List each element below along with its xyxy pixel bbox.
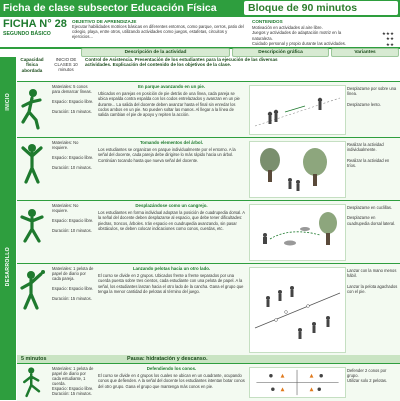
activity-title: Lanzando pelotas hacia un otro lado. (132, 266, 211, 271)
space: Espacio: Espacio libre. (52, 218, 94, 223)
activity-row (17, 81, 400, 138)
activity-text: Ubicados en parejas en posición de pie detrás de una línea, cada pareja se ubica espalda contra espalda con los codos entrelazados y avanzan en un pie durante... La salida del docente deben avanzar hasta el final sin enredar los codos ambos en un pie. No pueden soltar las manos. Al llegar a la línea de salida cambian el pie de apoyo y repiten la acción. (98, 91, 240, 118)
space: Espacio: Espacio libre. (52, 286, 94, 291)
rating-stars: ★★ (385, 36, 394, 42)
content-item: Cuidado personal y propio durante las actividades. (252, 41, 347, 47)
variant-item: Utilizar solo 2 pelotas. (347, 378, 388, 384)
column-header-description: Descripción de la actividad (81, 48, 230, 57)
activity-description (98, 266, 245, 294)
activity-description (98, 203, 245, 231)
activity-row (17, 137, 400, 201)
rating-stars: ★★ (385, 41, 394, 47)
variant-item: Desplazarse en cuclillas. (347, 205, 393, 210)
activity-meta (52, 203, 95, 233)
variant-item: Lanzar con la mano menos hábil. (347, 268, 397, 279)
contents (252, 19, 352, 47)
activity-meta (52, 140, 95, 170)
duration: Duración: 15 minutos. (52, 296, 92, 301)
activity-row (17, 200, 400, 264)
variants (347, 368, 399, 384)
running-figure-icon (17, 86, 47, 130)
objective-label: OBJETIVO DE APRENDIZAJE (72, 19, 137, 24)
phase-label-start: INICIO (5, 93, 11, 111)
grade-level: SEGUNDO BÁSICO (3, 31, 51, 37)
activity-illustration (249, 367, 346, 398)
activity-illustration (249, 85, 346, 135)
materials: Materiales: 5 conos para demarcar líneas. (52, 84, 92, 94)
sheet-title: Ficha de clase subsector Educación Física (3, 2, 217, 14)
activity-row (17, 363, 400, 401)
activity-illustration (249, 141, 346, 198)
activity-row (17, 263, 400, 356)
activity-description (98, 366, 245, 389)
recess-duration: 5 minutos (21, 356, 47, 362)
activity-title: Defendiendo los conos. (146, 366, 197, 371)
materials: Materiales: No requiere. (52, 140, 79, 150)
objective-text: Ejecutar habilidades motrices básicas en diferentes entornos, como parque, cerros, patio del colegio, playa, entre otros, utilizando actividades como juegos, estafetas, circuitos y ejercicios... (72, 24, 244, 39)
intro-text: Control de Asistencia. Presentación de los estudiantes para la ejecución de las diversas actividades. Explicación del contenido de los objetivos de la clase. (85, 57, 278, 68)
variant-item: Lanzar la pelota agachados con el pie. (347, 283, 398, 294)
materials: Materiales: No requiere. (52, 203, 79, 213)
activity-meta (52, 266, 95, 301)
activity-meta (52, 366, 95, 396)
variant-item: Realizar la actividad en tríos. (347, 157, 390, 168)
variants (347, 205, 399, 226)
capacity-header: Capacidad física abordada (20, 57, 44, 73)
kicking-figure-icon (17, 365, 47, 399)
throwing-figure-icon (17, 268, 47, 312)
column-header-graphic: Descripción gráfica (232, 48, 329, 57)
variant-item: Desplazarse lento. (347, 101, 381, 107)
activity-text: El curso se divide en 4 grupos los cuales se ubican en un cuadrante, ocupando conos que defienden. A la señal del docente los estudiantes intentan botar conos del otro grupo. Gana el grupo que mantenga más conos en pie. (98, 373, 245, 389)
activity-title: Desplazándose como un cangrejo. (135, 203, 208, 208)
activity-description (98, 140, 245, 163)
block-duration: Bloque de 90 minutos (244, 1, 398, 15)
sheet-header (0, 17, 400, 49)
phase-sidebar (0, 57, 16, 400)
ficha-number: FICHA N° 28 (3, 18, 67, 30)
phase-label-development: DESARROLLO (5, 247, 11, 287)
activity-text: El curso se divide en 2 grupos. Ubicados frente a frente separados por una cuerda puesta sobre tres cientos, cada estudiante con una pelota de papel. A la señal, los estudiantes lanzan hacia el otro lado de la cancha. Gana el grupo que tenga la menor cantidad de pelotas al término del juego. (98, 273, 244, 294)
variants (347, 86, 399, 107)
class-start: INICIO DE CLASES 10 minutos (54, 57, 78, 72)
activity-illustration (249, 267, 346, 353)
rating-stars: ★★★ (381, 30, 394, 36)
activity-text: Los estudiantes en forma individual adoptan la posición de cuadrupedia dorsal. A la señal del docente deben desplazarse al espacio, que debe tener dificultades: piedras, troncos, árboles. Irán espacio en cuadrupedia avanzando, sin pasar obstáculos, se deben colocar indicaciones como conos, cuerdas, etc. (98, 210, 245, 231)
materials: Materiales: 1 pelota de papel de diario por cada pareja. (52, 266, 94, 281)
variants (347, 142, 399, 168)
recess-text: Pausa: hidratación y descanso. (127, 356, 208, 362)
duration: Duración: 15 minutos. (52, 109, 92, 114)
contents-label: CONTENIDOS (252, 19, 283, 24)
variant-item: Realizar la actividad individualmente. (347, 142, 384, 153)
space: Espacio: Espacio libre. (52, 386, 94, 391)
activity-title: Tomando elementos del árbol. (139, 140, 204, 145)
duration: Duración: 10 minutos. (52, 165, 92, 170)
jumping-figure-icon (17, 142, 47, 186)
duration: Duración: 15 minutos. (52, 391, 92, 396)
activity-text: Los estudiantes se organizan en parque individualmente por el entorno. A la señal del docente, cada pareja debe dirigirse lo más rápido hacia un árbol. Continúan tocando hasta que nueva señal del docente. (98, 147, 236, 163)
crawling-figure-icon (17, 205, 47, 249)
activity-meta (52, 84, 95, 114)
objective (72, 19, 248, 39)
table-header (79, 47, 400, 56)
materials: Materiales: 1 pelota de papel de diario por cada estudiante, 1 cuerda. (52, 366, 94, 386)
variant-item: Desplazarse por sobre una línea. (347, 86, 397, 97)
content-ratings (354, 25, 394, 47)
content-item: Juegos y actividades de adaptación motriz en la naturaleza. (252, 30, 342, 41)
variant-item: Defender 2 conos por grupo. (347, 368, 387, 379)
space: Espacio: Espacio libre. (52, 155, 94, 160)
column-header-variants: Variantes (331, 48, 399, 57)
activity-illustration (249, 204, 346, 261)
recess-bar (17, 355, 400, 363)
variants (347, 268, 399, 294)
top-banner (0, 0, 400, 17)
variant-item: Desplazarse en cuadrupedia dorsal lateral. (347, 215, 396, 226)
activity-title: En parque avanzando en un pie. (137, 84, 206, 89)
space: Espacio: Espacio libre. (52, 99, 94, 104)
activity-description (98, 84, 245, 117)
content-item: Motivación en actividades al aire libre. (252, 24, 323, 30)
duration: Duración: 10 minutos. (52, 228, 92, 233)
